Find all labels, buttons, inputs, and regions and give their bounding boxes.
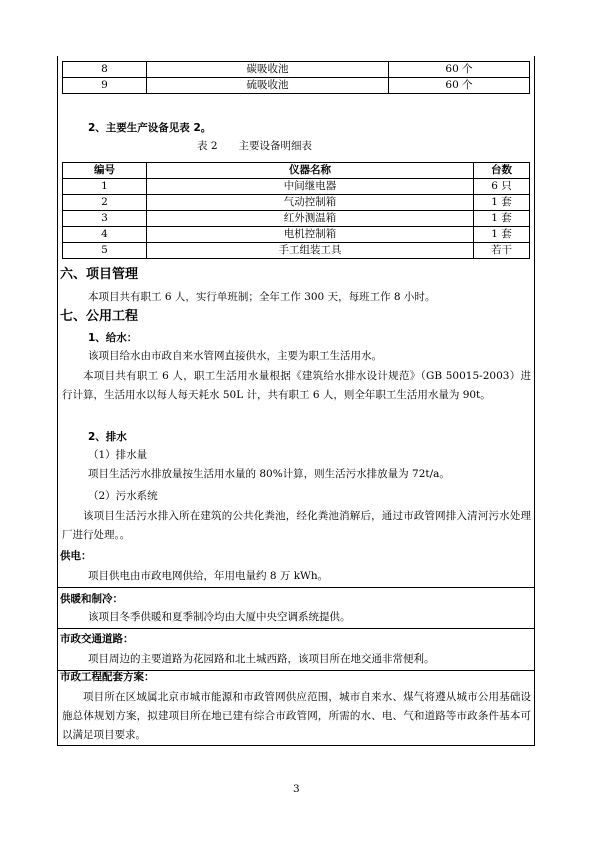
absorber-table: [62, 61, 530, 94]
table-row: [63, 243, 530, 259]
item-quantity: 1 套: [474, 211, 530, 227]
item-name: 碳吸收池: [147, 62, 389, 78]
item-name: 气动控制箱: [147, 195, 474, 211]
power-heading: 供电：: [60, 550, 92, 562]
item-name: 手工组装工具: [147, 243, 474, 259]
power-text: 项目供电由市政电网供给，年用电量约 8 万 kWh。: [88, 570, 329, 582]
item-name: 电机控制箱: [147, 227, 474, 243]
project-management-text: 本项目共有职工 6 人，实行单班制；全年工作 300 天，每班工作 8 小时。: [88, 291, 436, 303]
traffic-text: 项目周边的主要道路为花园路和北土城西路，该项目所在地交通非常便利。: [88, 653, 435, 665]
item-name: 中间继电器: [147, 179, 474, 195]
hvac-text: 该项目冬季供暖和夏季制冷均由大厦中央空调系统提供。: [88, 611, 351, 623]
section-heading-utilities: 七、公用工程: [60, 309, 139, 324]
item-quantity: 1 套: [474, 195, 530, 211]
drainage-volume-text: 项目生活污水排放量按生活用水量的 80%计算，则生活污水排放量为 72t/a。: [88, 468, 450, 480]
equipment-table: [62, 162, 530, 259]
drainage-system-text: 该项目生活污水排入所在建筑的公共化粪池，经化粪池消解后，通过市政管网排入清河污水处理厂进行处理。。: [62, 510, 531, 541]
item-quantity: 60 个: [389, 78, 530, 94]
row-number: 3: [63, 211, 147, 227]
table-row: [63, 227, 530, 243]
row-number: 4: [63, 227, 147, 243]
section-heading-project-management: 六、项目管理: [60, 267, 139, 282]
row-number: 8: [63, 62, 147, 78]
water-supply-heading: 1、给水：: [88, 332, 138, 344]
table-row: [63, 195, 530, 211]
item-name: 硫吸收池: [147, 78, 389, 94]
table-row: [63, 78, 530, 94]
table-row: [63, 62, 530, 78]
equipment-intro: 2、主要生产设备见表 2。: [88, 122, 212, 134]
column-header: 仪器名称: [147, 163, 474, 179]
drainage-heading: 2、排水: [88, 431, 127, 443]
table-header-row: [63, 163, 530, 179]
item-quantity: 1 套: [474, 227, 530, 243]
infrastructure-text: 项目所在区域属北京市城市能源和市政管网供应范围，城市自来水、煤气将遵从城市公用基础设施总体规划方案，拟建项目所在地已建有综合市政管网，所需的水、电、气和道路等市政条件基本可以满足项目要求。: [62, 691, 531, 741]
table-row: [63, 179, 530, 195]
row-number: 1: [63, 179, 147, 195]
table-row: [63, 211, 530, 227]
drainage-subheading-system: （2）污水系统: [88, 490, 158, 502]
table-caption: 表 2 主要设备明细表: [197, 140, 313, 152]
row-number: 9: [63, 78, 147, 94]
divider: [57, 587, 535, 588]
row-number: 5: [63, 243, 147, 259]
infrastructure-heading: 市政工程配套方案：: [60, 671, 155, 683]
item-quantity: 若干: [474, 243, 530, 259]
traffic-heading: 市政交通道路：: [60, 633, 134, 645]
item-name: 红外测温箱: [147, 211, 474, 227]
drainage-subheading-volume: （1）排水量: [88, 449, 148, 461]
column-header: 台数: [474, 163, 530, 179]
water-usage-text: 本项目共有职工 6 人，职工生活用水量根据《建筑给水排水设计规范》（GB 50015-2003）进行计算，生活用水以每人每天耗水 50L 计，共有职工 6 人，则全年职工生活用水量为 90t。: [62, 370, 531, 401]
water-supply-text: 该项目给水由市政自来水管网直接供水，主要为职工生活用水。: [88, 350, 382, 362]
column-header: 编号: [63, 163, 147, 179]
item-quantity: 60 个: [389, 62, 530, 78]
hvac-heading: 供暖和制冷：: [60, 593, 123, 605]
item-quantity: 6 只: [474, 179, 530, 195]
page-number: 3: [293, 783, 300, 795]
row-number: 2: [63, 195, 147, 211]
divider: [57, 628, 535, 629]
